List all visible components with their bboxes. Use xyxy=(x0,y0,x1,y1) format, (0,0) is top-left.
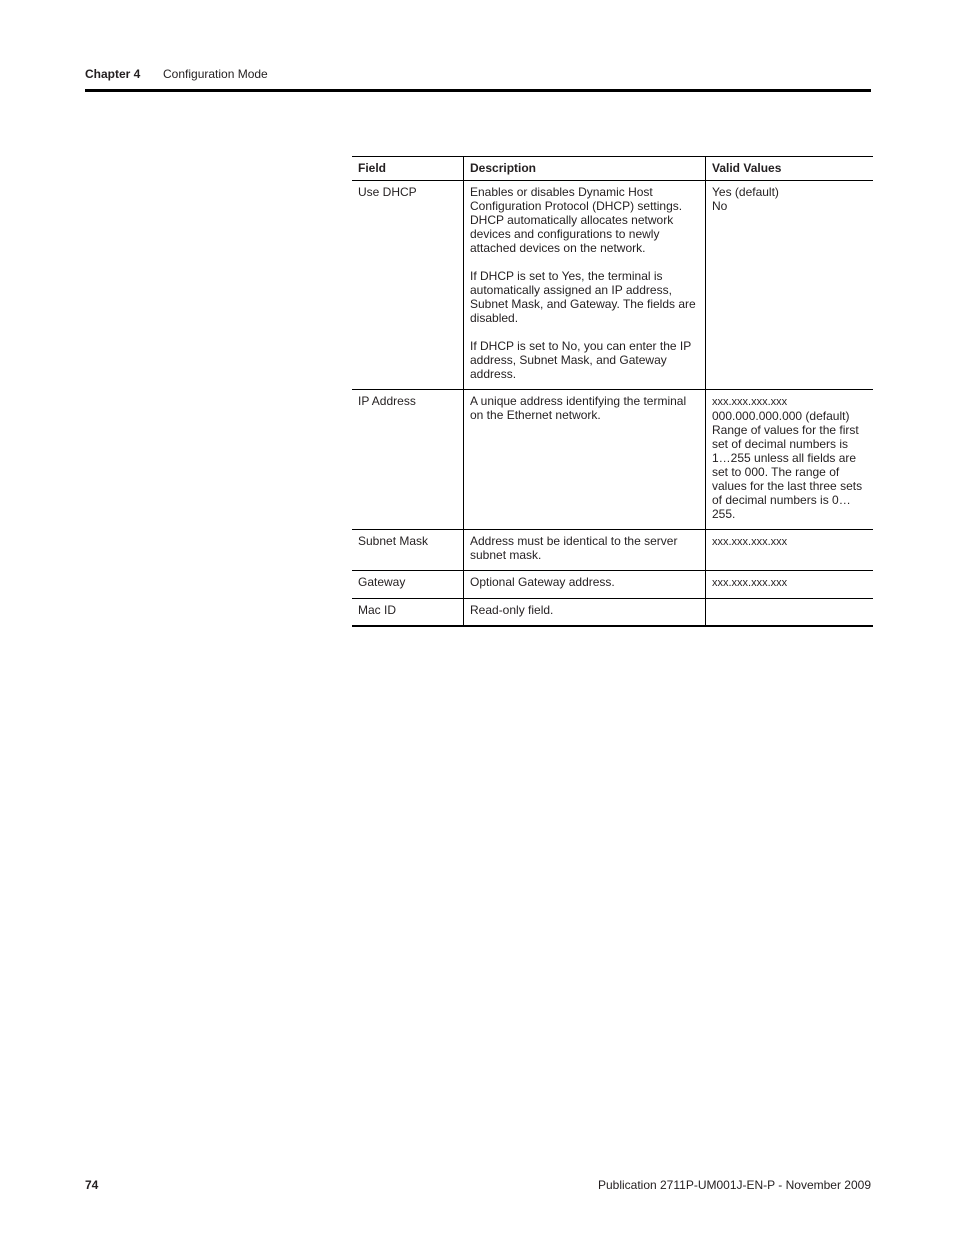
valid-values-cell xyxy=(706,530,874,571)
address-format: xxx.xxx.xxx.xxx xyxy=(712,396,788,408)
description-cell: A unique address identifying the terminal on the Ethernet network. xyxy=(464,390,706,530)
table-row xyxy=(352,571,873,599)
valid-values-cell: Yes (default) No xyxy=(706,181,874,390)
publication-info: Publication 2711P-UM001J-EN-P - November 2009 xyxy=(597,1178,871,1192)
valid-values-cell xyxy=(706,599,874,627)
section-title: Configuration Mode xyxy=(163,67,268,81)
chapter-label: Chapter 4 xyxy=(85,67,141,81)
table-row xyxy=(352,599,873,627)
page-number: 74 xyxy=(85,1178,99,1192)
valid-values-cell xyxy=(706,571,874,599)
description-cell: Optional Gateway address. xyxy=(464,571,706,599)
column-header-valid-values: Valid Values xyxy=(706,157,874,181)
header-rule xyxy=(85,89,871,92)
column-header-field: Field xyxy=(352,157,464,181)
address-format: xxx.xxx.xxx.xxx xyxy=(712,536,788,548)
field-cell: Subnet Mask xyxy=(352,530,464,571)
table-row xyxy=(352,530,873,571)
description-cell: Address must be identical to the server subnet mask. xyxy=(464,530,706,571)
description-cell: Enables or disables Dynamic Host Configuration Protocol (DHCP) settings. DHCP automatically allocates network devices and configurations to newly attached devices on the network. If DHCP is set to Yes, the terminal is automatically assigned an IP address, Subnet Mask, and Gateway. The fields are disabled. If DHCP is set to No, you can enter the IP address, Subnet Mask, and Gateway address. xyxy=(464,181,706,390)
column-header-description: Description xyxy=(464,157,706,181)
table-row xyxy=(352,181,873,390)
description-cell: Read-only field. xyxy=(464,599,706,627)
table-row xyxy=(352,390,873,530)
page-footer xyxy=(85,1177,871,1193)
valid-values-cell xyxy=(706,390,874,530)
table-header-row xyxy=(352,157,873,181)
address-format: xxx.xxx.xxx.xxx xyxy=(712,577,788,589)
field-cell: Use DHCP xyxy=(352,181,464,390)
field-cell: Gateway xyxy=(352,571,464,599)
field-cell: Mac ID xyxy=(358,603,397,617)
field-cell: IP Address xyxy=(352,390,464,530)
valid-values-text: 000.000.000.000 (default) Range of values for the first set of decimal numbers is 1…255 unless all fields are set to 000. The range of values for the last three sets of decimal numbers is 0…255. xyxy=(712,409,863,521)
page-header xyxy=(85,66,871,82)
ethernet-settings-table xyxy=(352,156,873,627)
